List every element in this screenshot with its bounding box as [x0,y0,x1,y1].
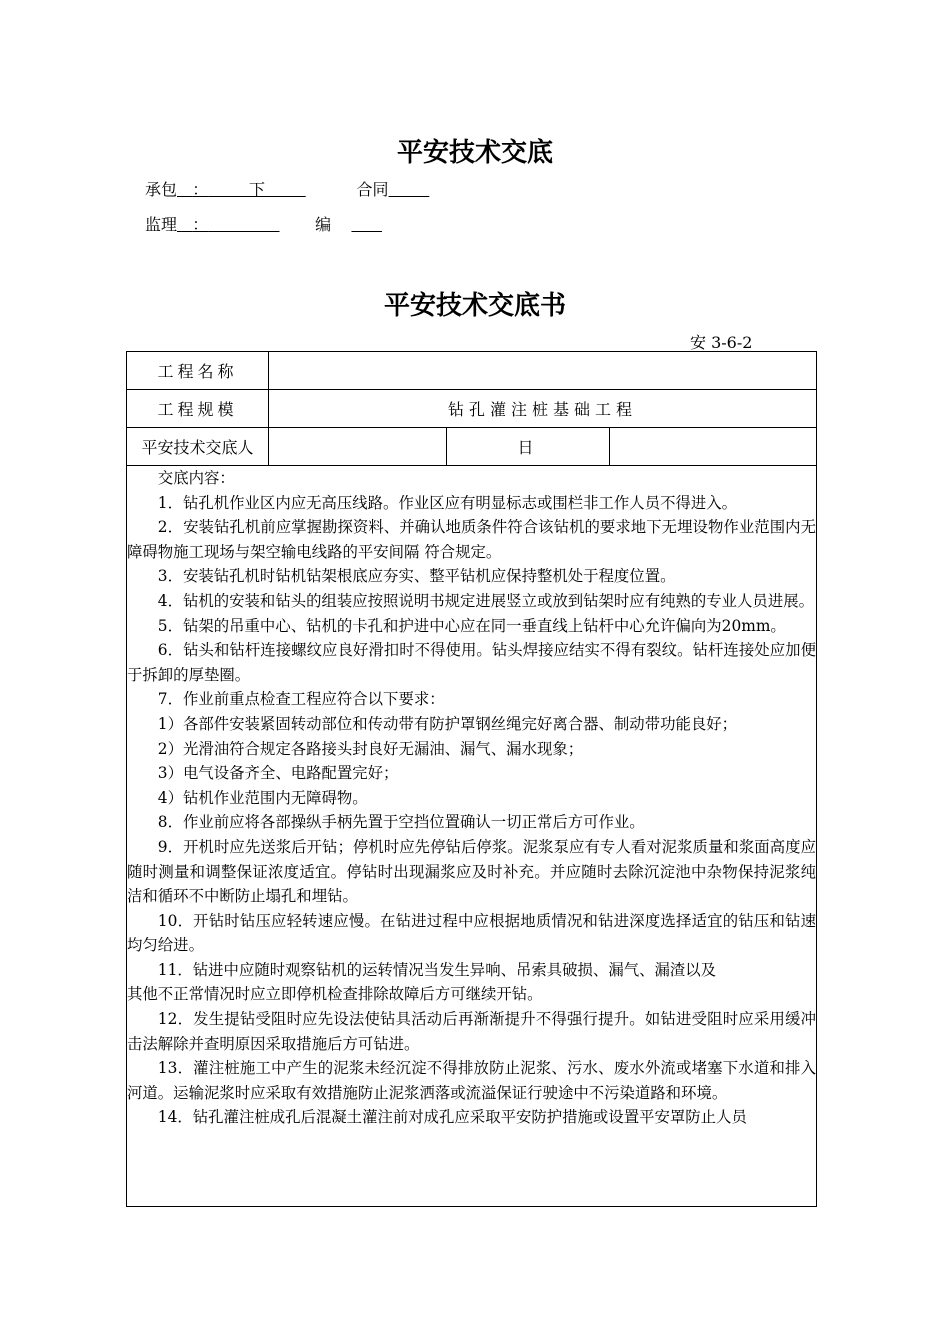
content-paragraph: 7．作业前重点检查工程应符合以下要求： [157,690,445,709]
content-paragraph: 1．钻孔机作业区内应无高压线路。作业区应有明显标志或围栏非工作人员不得进入。 [157,493,738,512]
number-label: 编 [315,215,332,234]
content-paragraph: 11．钻进中应随时观察钻机的运转情况当发生异响、吊索具破损、漏气、漏渣以及 [157,960,717,979]
content-heading: 交底内容： [157,469,235,487]
date-value [610,428,817,466]
contract-field [389,180,430,199]
briefing-content [127,466,817,1207]
content-paragraph: 其他不正常情况时应立即停机检查排除故障后方可继续开钻。 [127,985,543,1004]
content-paragraph: 12．发生提钻受阻时应先设法使钻具活动后再渐渐提升不得强行提升。如钻进受阻时应采用缓冲击法解除并查明原因采取措施后方可钻进。 [127,1010,817,1053]
briefer-label: 平安技术交底人 [127,428,269,466]
header-line-supervisor [145,212,382,235]
page-title: 平安技术交底 [396,138,553,168]
table-row [127,428,817,466]
content-paragraph: 9．开机时应先送浆后开钻；停机时应先停钻后停浆。泥浆泵应有专人看对泥浆质量和浆面高度应随时测量和调整保证浓度适宜。停钻时出现漏浆应及时补充。并应随时去除沉淀池中杂物保持泥浆纯洁和循环不中断防止塌孔和埋钻。 [127,837,817,906]
project-name-value [269,352,817,390]
supervisor-field: ： [192,215,209,234]
briefing-table [126,351,817,1207]
content-paragraph: 4）钻机作业范围内无障碍物。 [157,788,368,807]
date-label: 日 [447,428,610,466]
content-paragraph: 13．灌注桩施工中产生的泥浆未经沉淀不得排放防止泥浆、污水、废水外流或堵塞下水道和排入河道。运输泥浆时应采取有效措施防止泥浆洒落或流溢保证行驶途中不污染道路和环境。 [127,1059,817,1102]
contract-label: 合同 [356,180,389,199]
document-subtitle: 平安技术交底书 [383,291,566,321]
briefer-value [269,428,447,466]
content-paragraph: 10．开钻时钻压应轻转速应慢。在钻进过程中应根据地质情况和钻进深度选择适宜的钻压和钻速均匀给进。 [127,911,817,955]
contractor-label: 承包 [145,180,178,199]
content-paragraph: 4．钻机的安装和钻头的组装应按照说明书规定进展竖立或放到钻架时应有纯熟的专业人员进展。 [157,591,814,610]
project-name-label: 工程名称 [127,352,269,390]
content-paragraph: 3）电气设备齐全、电路配置完好； [157,764,399,783]
table-row [127,352,817,390]
project-scale-label: 工程规模 [127,390,269,428]
content-paragraph: 5．钻架的吊重中心、钻机的卡孔和护进中心应在同一垂直线上钻杆中心允许偏向为20mm。 [157,616,786,635]
table-row [127,390,817,428]
content-paragraph: 14．钻孔灌注桩成孔后混凝土灌注前对成孔应采取平安防护措施或设置平安罩防止人员 [157,1108,747,1127]
number-field [351,215,382,234]
contractor-field: ： 下 [192,180,265,199]
header-line-contractor [145,177,429,200]
content-paragraph: 2．安装钻孔机前应掌握勘探资料、并确认地质条件符合该钻机的要求地下无埋设物作业范围内无障碍物施工现场与架空输电线路的平安间隔 符合规定。 [127,518,817,561]
content-paragraph: 6．钻头和钻杆连接螺纹应良好滑扣时不得使用。钻头焊接应结实不得有裂纹。钻杆连接处应加便于拆卸的厚垫圈。 [127,641,817,684]
document-number: 安 3-6-2 [690,333,753,352]
content-paragraph: 3．安装钻孔机时钻机钻架根底应夯实、整平钻机应保持整机处于程度位置。 [157,567,676,586]
content-paragraph: 1）各部件安装紧固转动部位和传动带有防护罩钢丝绳完好离合器、制动带功能良好； [157,714,738,733]
table-row [127,466,817,1207]
content-paragraph: 2）光滑油符合规定各路接头封良好无漏油、漏气、漏水现象； [157,739,584,758]
supervisor-label: 监理 [145,215,178,234]
content-paragraph: 8．作业前应将各部操纵手柄先置于空挡位置确认一切正常后方可作业。 [157,813,645,832]
project-scale-value: 钻孔灌注桩基础工程 [269,390,817,428]
